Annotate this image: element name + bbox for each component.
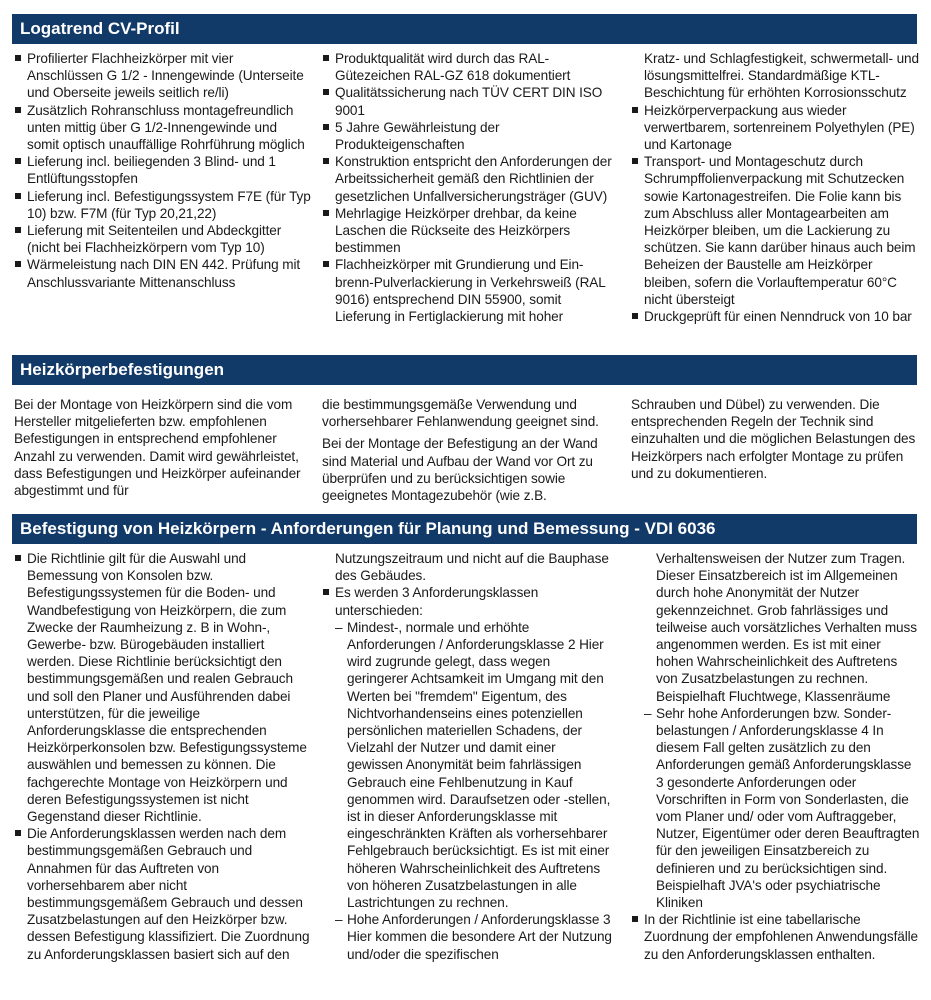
list-item: Lieferung incl. beiliegenden 3 Blind- und 1 Entlüftungsstopfen [14,153,312,187]
list-item: Flachheizkörper mit Grundierung und Ein-brenn-Pulverlackierung in Verkehrsweiß (RAL 9016) entsprechend DIN 55900, somit Lieferung in Fertiglackierung mit hoher [322,256,614,325]
dash-item: – Sehr hohe Anforderungen bzw. Sonder-belastungen / Anforderungsklasse 4 In diesem Fall gelten zusätzlich zu den Anforderungen gemäß Anforderungsklasse 3 gesonderte Anforderungen oder Vorschriften in Form von Sonderlasten, die vom Planer und/ oder vom Auftraggeber, Nutzer, Eigentümer oder deren Beauftragten für den jeweiligen Einsatzbereich zu definieren und zu berücksichtigen sind. Beispielhaft JVA's oder psychiatrische Kliniken [644,705,920,911]
section-title-logatrend: Logatrend CV-Profil [12,14,917,44]
s3-column-1 [14,550,310,963]
paragraph: Bei der Montage der Befestigung an der Wand sind Material und Aufbau der Wand vor Ort zu überprüfen und zu berücksichtigen sowie geeignetes Montagezubehör (wie z.B. [322,436,598,504]
continued-text: Nutzungszeitraum und nicht auf die Bauphase des Gebäudes. [335,551,609,584]
s2-column-3 [631,396,919,482]
list-item: Wärmeleistung nach DIN EN 442. Prüfung mit Anschlussvariante Mittenanschluss [14,256,312,290]
list-item: Lieferung incl. Befestigungssystem F7E (für Typ 10) bzw. F7M (für Typ 20,21,22) [14,188,312,222]
s2-column-2 [322,396,614,504]
list-item: Heizkörperverpackung aus wieder verwertbarem, sortenreinem Polyethylen (PE) und Kartonage [631,102,919,154]
list-item: Druckgeprüft für einen Nenndruck von 10 bar [631,308,919,325]
paragraph: Schrauben und Dübel) zu verwenden. Die entsprechenden Regeln der Technik sind einzuhalten und die möglichen Belastungen des Heizkörpers nach erfolgter Montage zu prüfen und zu dokumentieren. [631,397,916,481]
list-item: Lieferung mit Seitenteilen und Abdeckgitter (nicht bei Flachheizkörpern vom Typ 10) [14,222,312,256]
section-title-heizkoerperbefestigungen: Heizkörperbefestigungen [12,355,917,385]
list-item: Qualitätssicherung nach TÜV CERT DIN ISO 9001 [322,84,614,118]
dash-item: – Mindest-, normale und erhöhte Anforderungen / Anforderungsklasse 2 Hier wird zugrunde gelegt, dass wegen geringerer Achtsamkeit im Umgang mit den Werten bei "fremdem" Eigentum, des Nichtvorhandenseins eines potenziellen persönlichen materiellen Schadens, der Vielzahl der Nutzer und damit einer gewissen Anonymität beim fahrlässigen Gebrauch eine Fehlbenutzung in Kauf genommen wird. Daraufsetzen oder -stellen, ist in dieser Anforderungsklasse mit eingeschränkten Kräften als vorhersehbarer Fehlgebrauch berücksichtigt. Es ist mit einer höheren Wahrscheinlichkeit des Auftretens von höheren Zusatzbelastungen in alle Lastrichtungen zu rechnen. [335,619,614,911]
s1-column-1 [14,50,312,291]
s1-column-3 [631,50,919,325]
paragraph: die bestimmungsgemäße Verwendung und vorhersehbarer Fehlanwendung geeignet sind. [322,397,599,430]
paragraph: Bei der Montage von Heizkörpern sind die vom Hersteller mitgelieferten bzw. empfohlenen Befestigungen in entsprechend empfohlener Anzahl zu verwenden. Damit wird gewährleistet, dass Befestigungen und Heizkörper aufeinander abgestimmt und für [14,397,301,499]
s3-column-2 [322,550,614,963]
list-item-text: Es werden 3 Anforderungsklassen unterschieden: [335,585,539,618]
dash-item: – Hohe Anforderungen / Anforderungsklasse 3 Hier kommen die besondere Art der Nutzung und/oder die spezifischen [335,911,614,963]
list-item: In der Richtlinie ist eine tabellarische Zuordnung der empfohlenen Anwendungsfälle zu den Anforderungsklassen enthalten. [631,911,920,963]
list-item [322,584,614,962]
list-item: Profilierter Flachheizkörper mit vier Anschlüssen G 1/2 - Innengewinde (Unterseite und Oberseite jeweils seitlich re/li) [14,50,312,102]
list-item: Produktqualität wird durch das RAL-Gütezeichen RAL-GZ 618 dokumentiert [322,50,614,84]
list-item: Zusätzlich Rohranschluss montagefreundlich unten mittig über G 1/2-Innengewinde und somit optisch unauffällige Rohrführung möglich [14,102,312,154]
continued-text: Kratz- und Schlagfestigkeit, schwermetall- und lösungsmittelfrei. Standardmäßige KTL-Beschichtung für erhöhten Korrosionsschutz [644,51,919,101]
list-item: Mehrlagige Heizkörper drehbar, da keine Laschen die Rückseite des Heizkörpers bestimmen [322,205,614,257]
list-item: Die Anforderungsklassen werden nach dem bestimmungsgemäßen Gebrauch und Annahmen für das Auftreten von vorhersehbarem aber nicht bestimmungsgemäßem Gebrauch und dessen Zusatzbelastungen auf den Heizkörper bzw. dessen Befestigung klassifiziert. Die Zuordnung zu Anforderungsklassen basiert sich auf den [14,825,310,963]
list-item: 5 Jahre Gewährleistung der Produkteigenschaften [322,119,614,153]
continued-text: Verhaltensweisen der Nutzer zum Tragen. Dieser Einsatzbereich ist im Allgemeinen durch hohe Anonymität der Nutzer gekennzeichnet. Grob fahrlässiges und teilweise auch vorsätzliches Verhalten muss angenommen werden. Es ist mit einer hohen Wahrscheinlichkeit des Auftretens von Zusatzbelastungen zu rechnen. Beispielhaft Fluchtwege, Klassenräume [656,551,917,704]
list-item: Transport- und Montageschutz durch Schrumpffolienverpackung mit Schutzecken sowie Kartonagestreifen. Die Folie kann bis zum Abschluss aller Montagearbeiten am Heizkörper bleiben, um die Lackierung zu schützen. Sie kann darüber hinaus auch beim Beheizen der Baustelle am Heizkörper bleiben, sofern die Vorlauftemperatur 60°C nicht übersteigt [631,153,919,308]
list-item: Konstruktion entspricht den Anforderungen der Arbeitssicherheit gemäß den Richtlinien der gesetzlichen Unfallversicherungsträger (GUV) [322,153,614,205]
s3-column-3 [631,550,920,963]
section-title-vdi-6036: Befestigung von Heizkörpern - Anforderungen für Planung und Bemessung - VDI 6036 [12,514,917,544]
s1-column-2 [322,50,614,325]
s2-column-1 [14,396,304,499]
list-item: Die Richtlinie gilt für die Auswahl und Bemessung von Konsolen bzw. Befestigungssystemen für die Boden- und Wandbefestigung von Heizkörpern, die zum Zwecke der Raumheizung z. B in Wohn-, Gewerbe- bzw. Bürogebäuden installiert werden. Diese Richtlinie berücksichtigt den bestimmungsgemäßen und realen Gebrauch und soll den Planer und Ausführenden dabei unterstützen, für die jeweilige Anforderungsklasse die entsprechenden Heizkörperkonsolen bzw. Befestigungssysteme auswählen und bemessen zu können. Die fachgerechte Montage von Heizkörpern und deren Befestigungssystemen ist nicht Gegenstand dieser Richtlinie. [14,550,310,825]
